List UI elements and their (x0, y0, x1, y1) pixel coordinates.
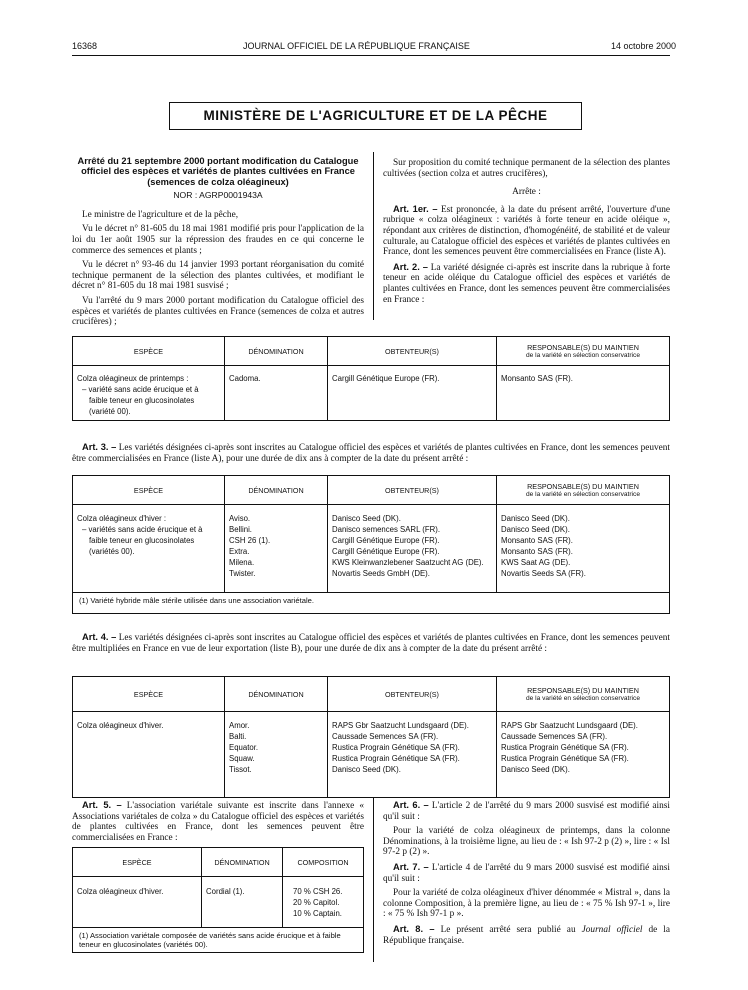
article-1-label: Art. 1er. – (393, 203, 438, 214)
article-7-detail: Pour la variété de colza oléagineux d'hiver dénommée « Mistral », dans la colonne Composition, à la première ligne, au lieu de : « 75 % Ish 97-1 », lire : « 75 % Ish 97-1 p ». (383, 888, 670, 920)
article-6 (383, 800, 670, 822)
col-responsable: RESPONSABLE(S) DU MAINTIEN de la variété en sélection conservatrice (497, 677, 670, 712)
article-7-label: Art. 7. – (393, 861, 429, 872)
obtenteur-cell: Danisco Seed (DK). Danisco semences SARL (FR). Cargill Génétique Europe (FR). Cargill Génétique Europe (FR). KWS Kleinwanzlebener Saatzucht AG (DE). Novartis Seeds GmbH (DE). (328, 505, 497, 593)
bottom-right-column (383, 800, 670, 950)
arrete-title: Arrêté du 21 septembre 2000 portant modification du Catalogue officiel des espèces et variétés de plantes cultivées en France (semences de colza oléagineux) (77, 156, 359, 187)
col-espece: ESPÈCE (73, 848, 202, 877)
col-composition: COMPOSITION (283, 848, 364, 877)
article-5-text: L'association variétale suivante est inscrite dans l'annexe « Associations variétales de colza » du Catalogue officiel des espèces et variétés de plantes cultivées en France, dont les semences peuvent être commercialisées en France : (72, 801, 364, 843)
table-article-4 (72, 676, 670, 798)
article-6-label: Art. 6. – (393, 800, 429, 810)
arrete-word: Arrête : (512, 187, 541, 198)
denomination-cell: Cordial (1). (202, 877, 283, 928)
article-6-detail: Pour la variété de colza oléagineux de printemps, dans la colonne Dénominations, à la troisième ligne, au lieu de : « Ish 97-2 p (2) », lire : « Isl 97-2 p (2) ». (383, 826, 670, 858)
col-espece: ESPÈCE (73, 677, 225, 712)
table-article-2 (72, 336, 670, 421)
article-1 (383, 204, 670, 258)
col-espece: ESPÈCE (73, 476, 225, 505)
denomination-cell: Aviso. Bellini. CSH 26 (1). Extra. Milena. Twister. (225, 505, 328, 593)
col-obtenteur: OBTENTEUR(S) (328, 677, 497, 712)
preamble-para: Vu le décret n° 93-46 du 14 janvier 1993 portant réorganisation du comité technique permanent de la sélection des plantes cultivées, et modifiant le décret n° 81-605 du 18 mai 1981 susvisé ; (72, 260, 364, 292)
preamble-para: Vu le décret n° 81-605 du 18 mai 1981 modifié pris pour l'application de la loi du 1er août 1905 sur la répression des fraudes en ce qui concerne le commerce des semences et plants ; (72, 224, 364, 256)
nor-reference: NOR : AGRP0001943A (173, 190, 263, 201)
article-4-text: Les variétés désignées ci-après sont inscrites au Catalogue officiel des espèces et variétés de plantes cultivées en France, dont les semences peuvent être multipliées en France en vue de leur exportation (liste B), pour une durée de dix ans à compter de la date du présent arrêté : (72, 633, 671, 654)
col-denomination: DÉNOMINATION (225, 677, 328, 712)
espece-cell: Colza oléagineux d'hiver : – variétés sans acide érucique et à faible teneur en glucosinolates (variétés 00). (73, 505, 225, 593)
journal-title: JOURNAL OFFICIEL DE LA RÉPUBLIQUE FRANÇAISE (243, 41, 470, 51)
article-2-text: La variété désignée ci-après est inscrite dans la rubrique à forte teneur en acide oléique du Catalogue officiel des espèces et variétés de plantes cultivées en France, dont les semences peuvent être commercialisées en France : (383, 262, 670, 305)
espece-cell: Colza oléagineux d'hiver. (73, 712, 225, 798)
col-denomination: DÉNOMINATION (225, 476, 328, 505)
proposal-para: Sur proposition du comité technique permanent de la sélection des plantes cultivées (section colza et autres crucifères), (383, 158, 670, 179)
column-divider (373, 797, 374, 962)
article-6-text: L'article 2 de l'arrêté du 9 mars 2000 susvisé est modifié ainsi qu'il suit : (383, 801, 670, 822)
journal-officiel-ref: Journal officiel (581, 924, 643, 935)
responsable-cell: RAPS Gbr Saatzucht Lundsgaard (DE). Caussade Semences SA (FR). Rustica Prograin Génétique SA (FR). Rustica Prograin Génétique SA (FR). Danisco Seed (DK). (497, 712, 670, 798)
col-responsable: RESPONSABLE(S) DU MAINTIEN de la variété en sélection conservatrice (497, 337, 670, 366)
article-4-label: Art. 4. – (82, 632, 117, 642)
col-obtenteur: OBTENTEUR(S) (328, 337, 497, 366)
denomination-cell: Cadoma. (225, 366, 328, 421)
article-7-text: L'article 4 de l'arrêté du 9 mars 2000 susvisé est modifié ainsi qu'il suit : (383, 862, 670, 884)
responsable-cell: Monsanto SAS (FR). (497, 366, 670, 421)
espece-cell: Colza oléagineux d'hiver. (73, 877, 202, 928)
left-column (72, 156, 364, 332)
article-5 (72, 800, 364, 843)
responsable-cell: Danisco Seed (DK). Danisco Seed (DK). Monsanto SAS (FR). Monsanto SAS (FR). KWS Saat AG (DE). Novartis Seeds SA (FR). (497, 505, 670, 593)
bottom-left-column (72, 800, 364, 847)
page-number: 16368 (72, 41, 98, 51)
article-3 (72, 442, 670, 464)
preamble-para: Le ministre de l'agriculture et de la pêche, (82, 209, 239, 220)
article-8-label: Art. 8. – (393, 923, 435, 934)
obtenteur-cell: Cargill Génétique Europe (FR). (328, 366, 497, 421)
col-responsable: RESPONSABLE(S) DU MAINTIEN de la variété en sélection conservatrice (497, 476, 670, 505)
article-7 (383, 862, 670, 884)
obtenteur-cell: RAPS Gbr Saatzucht Lundsgaard (DE). Caussade Semences SA (FR). Rustica Prograin Génétique SA (FR). Rustica Prograin Génétique SA (FR). Danisco Seed (DK). (328, 712, 497, 798)
right-column (383, 158, 670, 309)
article-4 (72, 632, 670, 654)
article-1-text: Est prononcée, à la date du présent arrêté, l'ouverture d'une rubrique « colza oléagineux : variétés à forte teneur en acide oléique », répondant aux critères de distinction, d'homogénéité, de stabilité et de valeur culturale, au Catalogue officiel des espèces et variétés de plantes cultivées en France, dont les semences peuvent être commercialisées en France (liste A). (383, 204, 670, 258)
espece-cell: Colza oléagineux de printemps : – variété sans acide érucique et à faible teneur en glucosinolates (variété 00). (73, 366, 225, 421)
preamble-para: Vu l'arrêté du 9 mars 2000 portant modification du Catalogue officiel des espèces et variétés de plantes cultivées en France (semences de colza et autres crucifères) ; (72, 295, 364, 328)
issue-date: 14 octobre 2000 (611, 41, 677, 51)
table-footnote: (1) Variété hybride mâle stérile utilisée dans une association variétale. (73, 593, 670, 614)
article-2 (383, 262, 670, 305)
composition-cell: 70 % CSH 26. 20 % Capitol. 10 % Captain. (283, 877, 364, 928)
col-denomination: DÉNOMINATION (202, 848, 283, 877)
col-espece: ESPÈCE (73, 337, 225, 366)
article-3-label: Art. 3. – (82, 442, 117, 452)
table-footnote: (1) Association variétale composée de variétés sans acide érucique et à faible teneur en glucosinolates (variétés 00). (73, 928, 364, 953)
column-divider (373, 152, 374, 320)
article-5-label: Art. 5. – (82, 800, 122, 810)
article-2-label: Art. 2. – (393, 261, 428, 272)
col-obtenteur: OBTENTEUR(S) (328, 476, 497, 505)
col-denomination: DÉNOMINATION (225, 337, 328, 366)
table-article-3 (72, 475, 670, 614)
denomination-cell: Amor. Balti. Equator. Squaw. Tissot. (225, 712, 328, 798)
table-article-5 (72, 847, 364, 953)
article-3-text: Les variétés désignées ci-après sont inscrites au Catalogue officiel des espèces et variétés de plantes cultivées en France, dont les semences peuvent être commercialisées en France (liste A), pour une durée de dix ans à compter de la date du présent arrêté : (72, 443, 671, 464)
article-8: Art. 8. – Le présent arrêté sera publié au Journal officiel de la République française. (383, 923, 670, 946)
ministry-heading: MINISTÈRE DE L'AGRICULTURE ET DE LA PÊCHE (169, 102, 582, 130)
header-rule (72, 55, 670, 56)
